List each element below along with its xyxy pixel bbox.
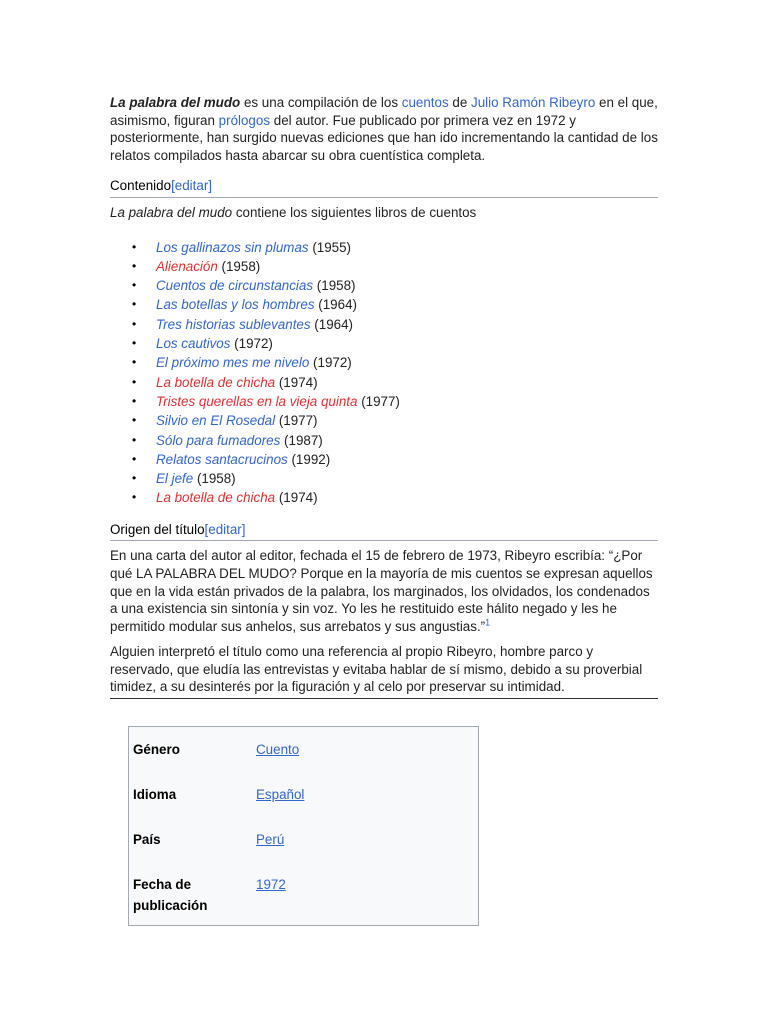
book-list-item — [132, 295, 658, 314]
book-year: (1977) — [275, 413, 318, 429]
book-year: (1955) — [308, 239, 352, 255]
bullet-icon: • — [132, 413, 137, 428]
intro-paragraph — [110, 94, 658, 164]
book-year: (1972) — [309, 355, 352, 371]
book-list-item — [132, 450, 658, 469]
infobox-label: Género — [133, 742, 180, 757]
books-intro-title: La palabra del mudo — [110, 204, 233, 220]
book-year: (1977) — [357, 393, 400, 409]
book-title-link[interactable]: Tristes querellas en la vieja quinta — [156, 393, 358, 409]
book-title-link[interactable]: Silvio en El Rosedal — [156, 413, 276, 429]
infobox-label: Fecha de publicación — [133, 877, 208, 913]
infobox-label: País — [133, 832, 161, 847]
link-prologos[interactable]: prólogos — [218, 112, 271, 128]
book-title-link[interactable]: El próximo mes me nivelo — [156, 355, 310, 371]
heading-origen-text: Origen del título — [110, 521, 205, 537]
article-title: La palabra del mudo — [110, 95, 241, 110]
infobox-value-link[interactable]: Cuento — [256, 742, 300, 757]
book-list-item — [132, 334, 658, 353]
bullet-icon: • — [132, 316, 137, 331]
bullet-icon: • — [132, 432, 137, 447]
book-list-item — [132, 373, 658, 392]
book-title-link[interactable]: Los cautivos — [156, 336, 231, 352]
book-list-item — [132, 238, 658, 257]
book-year: (1987) — [280, 432, 323, 448]
book-year: (1958) — [313, 278, 356, 294]
books-intro-text: contiene los siguientes libros de cuentos — [232, 204, 477, 220]
bullet-icon: • — [132, 278, 137, 293]
origen-quote-text: En una carta del autor al editor, fechada el 15 de febrero de 1973, Ribeyro escribía: “¿Por qué LA PALABRA DEL MUDO? Porque en la mayoría de mis cuentos se expresan aquellos que en la vida están privados de la palabra, los marginados, los olvidados, los condenados a una existencia sin sintonía y sin voz. Yo les he restituido este hálito negado y les he permitido modular sus anhelos, sus arrebatos y sus angustias.” — [110, 548, 653, 634]
bullet-icon: • — [132, 258, 137, 273]
book-list-item — [132, 411, 658, 430]
book-title-link[interactable]: Sólo para fumadores — [156, 432, 281, 448]
book-title-link[interactable]: Alienación — [156, 258, 218, 274]
book-title-link[interactable]: Relatos santacrucinos — [156, 451, 288, 467]
infobox-value-link[interactable]: Español — [256, 787, 305, 802]
section-heading-origen — [110, 521, 658, 542]
bullet-icon: • — [132, 471, 137, 486]
infobox-value-link[interactable]: Perú — [256, 832, 285, 847]
book-year: (1964) — [310, 316, 353, 332]
book-year: (1974) — [275, 374, 318, 390]
infobox-table — [128, 726, 479, 926]
origen-interpretation-paragraph: Alguien interpretó el título como una referencia al propio Ribeyro, hombre parco y reservado, que eludía las entrevistas y evitaba hablar de sí mismo, debido a su proverbial timidez, a su desinterés por la figuración y al celo por preservar su intimidad. — [110, 644, 643, 695]
edit-link-origen[interactable]: [editar] — [204, 521, 246, 537]
origen-quote-paragraph — [110, 547, 658, 635]
books-intro — [110, 204, 658, 222]
book-year: (1972) — [230, 336, 273, 352]
bullet-icon: • — [132, 393, 137, 408]
link-author[interactable]: Julio Ramón Ribeyro — [471, 95, 596, 110]
bullet-icon: • — [132, 374, 137, 389]
intro-text-1: es una compilación de los — [240, 95, 402, 110]
book-list-item — [132, 353, 658, 372]
infobox-label: Idioma — [133, 787, 177, 802]
book-title-link[interactable]: Cuentos de circunstancias — [156, 278, 314, 294]
book-list-item — [132, 392, 658, 411]
link-cuentos[interactable]: cuentos — [401, 95, 449, 110]
section-heading-contenido — [110, 177, 658, 198]
book-year: (1958) — [217, 258, 261, 274]
books-list — [110, 238, 658, 508]
book-title-link[interactable]: El jefe — [156, 471, 194, 487]
book-list-item — [132, 431, 658, 450]
book-list-item — [132, 276, 658, 295]
article-body — [110, 94, 658, 699]
bullet-icon: • — [132, 490, 137, 505]
book-list-item — [132, 257, 658, 276]
book-title-link[interactable]: La botella de chicha — [156, 490, 276, 506]
heading-contenido-text: Contenido — [110, 178, 172, 194]
book-list-item — [132, 488, 658, 507]
intro-text-3: en el que, asimismo, figuran — [110, 95, 658, 128]
section-divider — [110, 698, 658, 699]
book-year: (1958) — [193, 471, 236, 487]
bullet-icon: • — [132, 239, 137, 254]
book-title-link[interactable]: La botella de chicha — [156, 374, 276, 390]
edit-link-contenido[interactable]: [editar] — [171, 178, 212, 194]
book-list-item — [132, 315, 658, 334]
book-year: (1974) — [275, 490, 318, 506]
book-list-item — [132, 469, 658, 488]
book-title-link[interactable]: Las botellas y los hombres — [156, 297, 315, 313]
intro-text-2: de — [448, 95, 471, 110]
footnote-link[interactable]: 1 — [485, 617, 491, 628]
bullet-icon: • — [132, 297, 137, 312]
book-title-link[interactable]: Los gallinazos sin plumas — [156, 239, 309, 255]
book-year: (1964) — [314, 297, 357, 313]
bullet-icon: • — [132, 451, 137, 466]
intro-text-4: del autor. Fue publicado por primera vez en 1972 y posteriormente, han surgido nuevas ediciones que han ido incrementando la cantidad de los relatos compilados hasta abarcar su obra cuentística completa. — [110, 112, 658, 163]
infobox-value-link[interactable]: 1972 — [256, 877, 286, 892]
bullet-icon: • — [132, 355, 137, 370]
book-year: (1992) — [287, 451, 331, 467]
book-title-link[interactable]: Tres historias sublevantes — [156, 316, 311, 332]
bullet-icon: • — [132, 336, 137, 351]
